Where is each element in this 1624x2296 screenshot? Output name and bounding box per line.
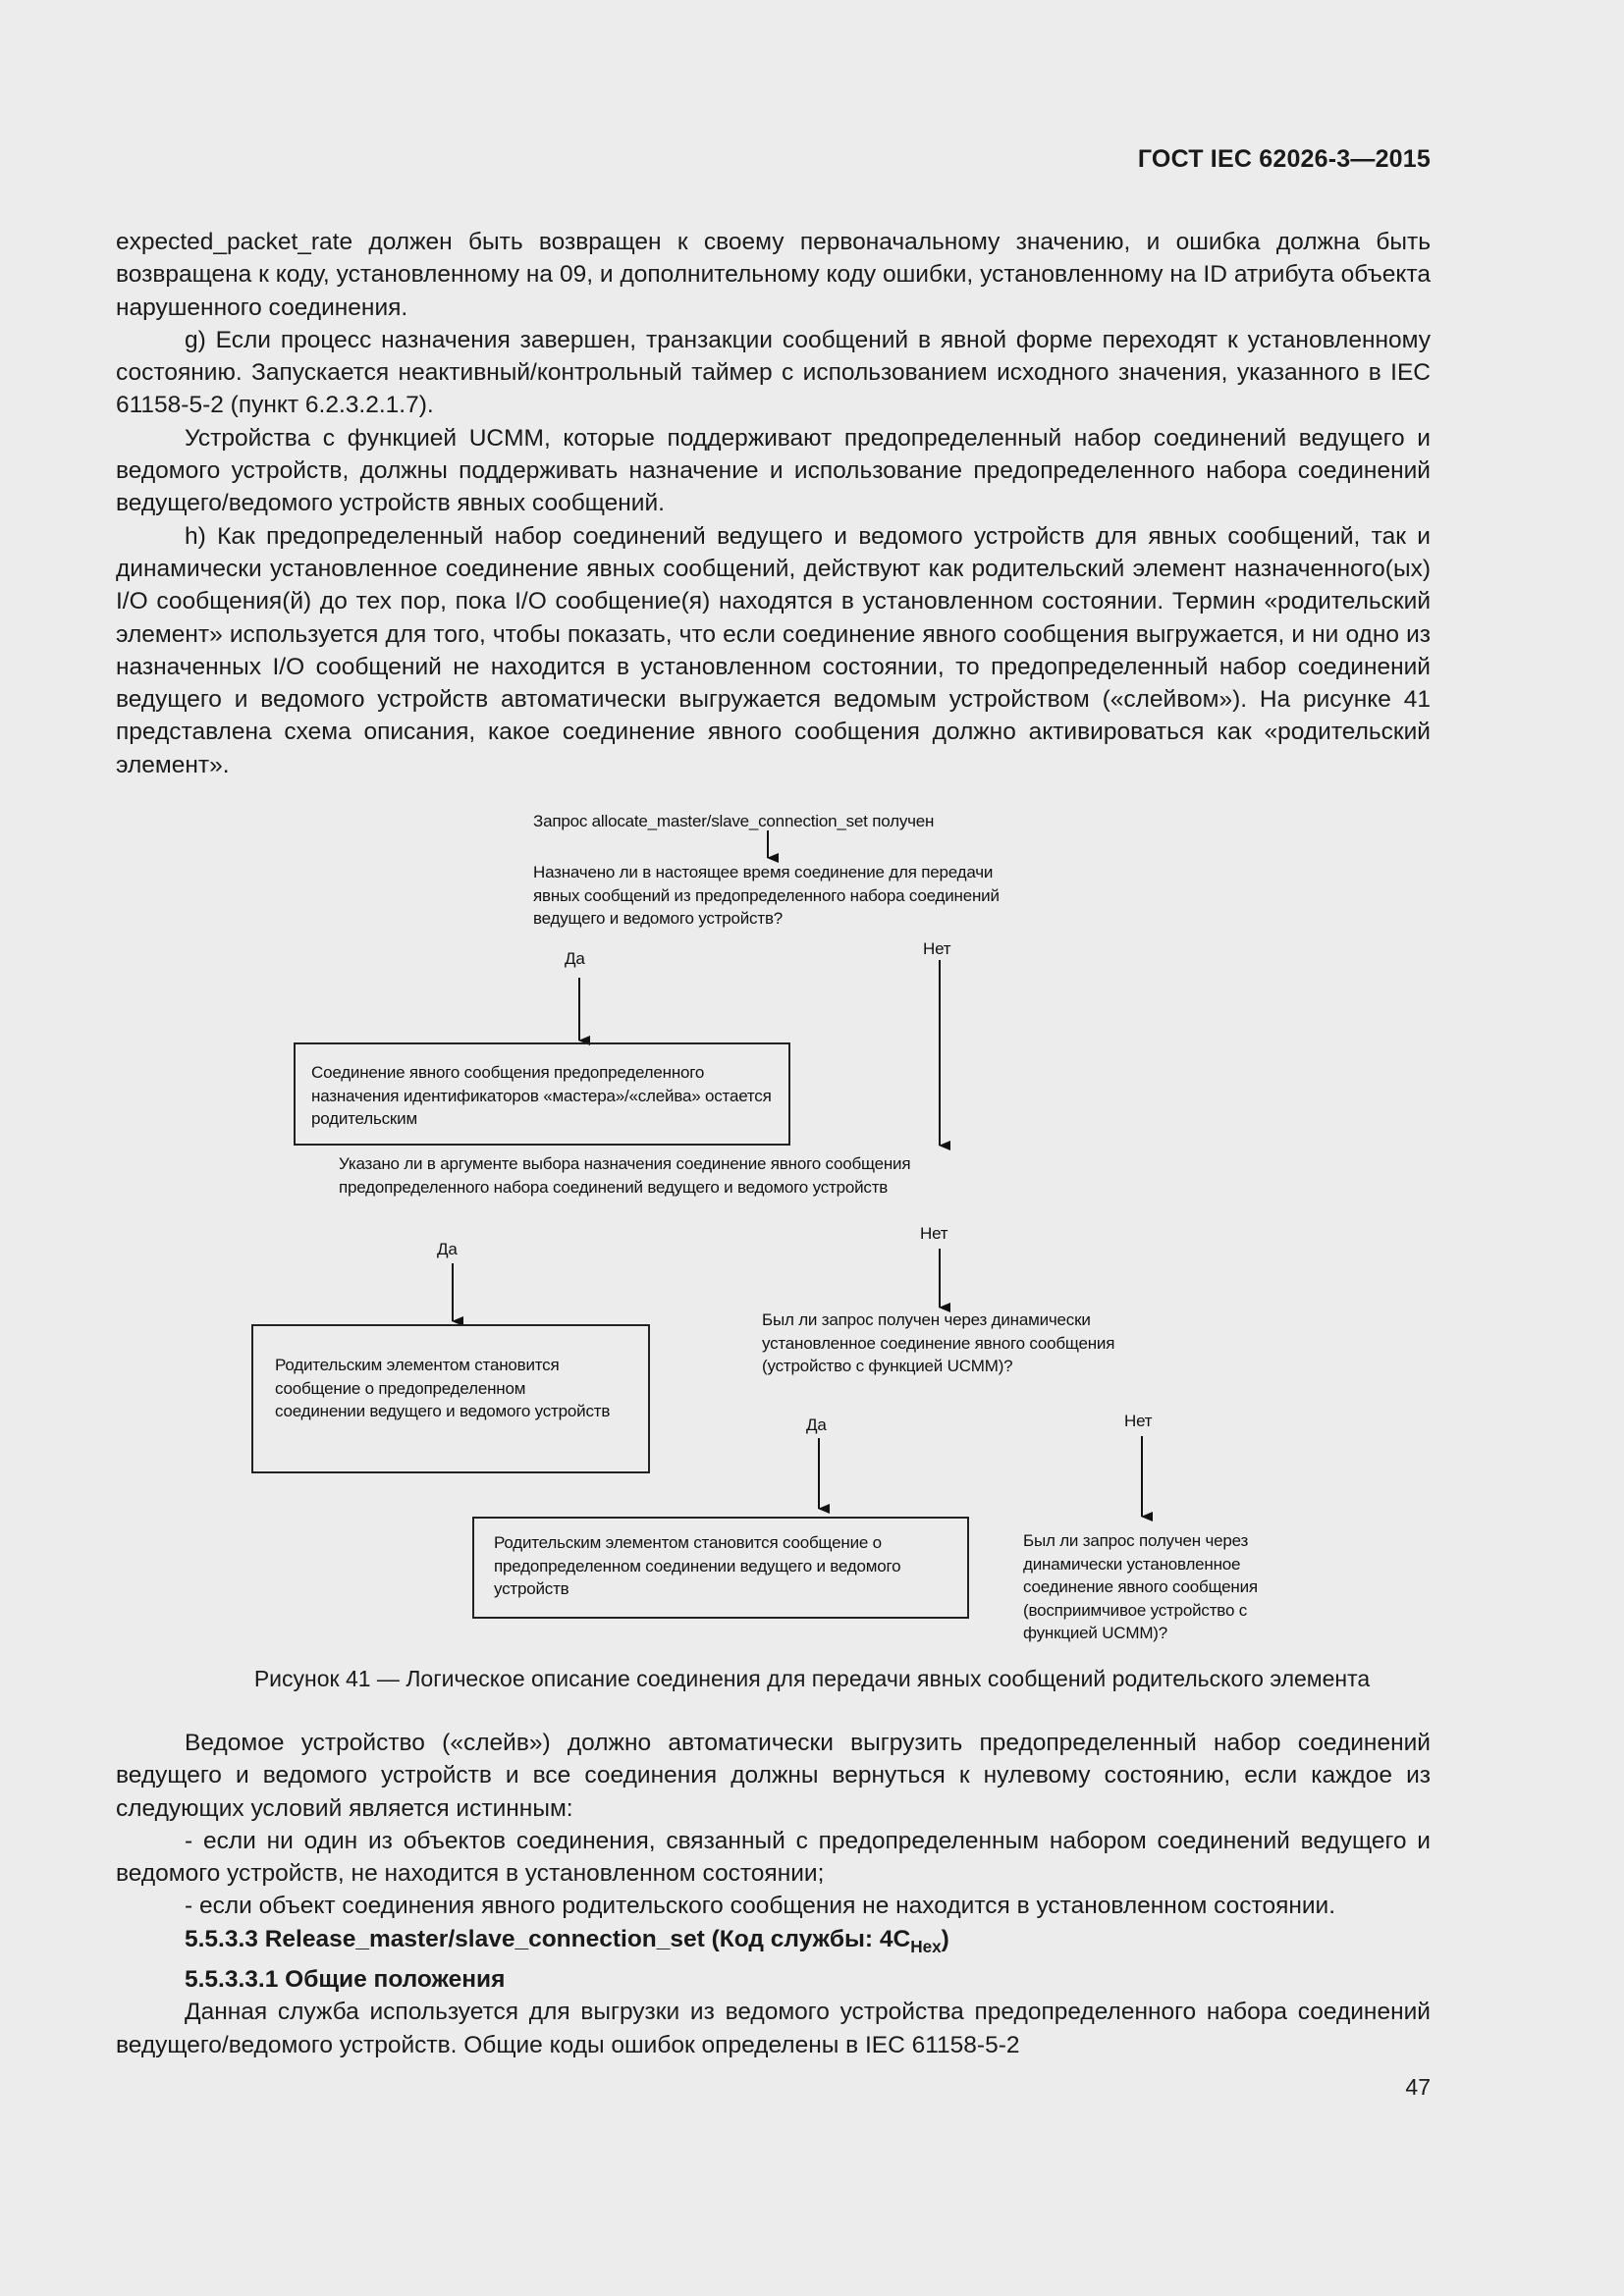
flow-question-1: Назначено ли в настоящее время соединение для передачи явных сообщений из предопределенного набора соединений ведущего и ведомого устройств? — [533, 863, 1000, 928]
paragraph: h) Как предопределенный набор соединений ведущего и ведомого устройств для явных сообщений, так и динамически установленное соединение явных сообщений, действуют как родительский элемент назначенного(ых) I/O сообщения(й) до тех пор, пока I/O сообщение(я) находятся в установленном состоянии. Термин «родительский элемент» используется для того, чтобы показать, что если соединение явного сообщения выгружается, и ни одно из назначенных I/O сообщений не находится в установленном состоянии, то предопределенный набор соединений ведущего и ведомого устройств автоматически выгружается ведомым устройством («слейвом»). На рисунке 41 представлена схема описания, какое соединение явного сообщения должно активироваться как «родительский элемент». — [116, 522, 1431, 778]
section-heading-text: 5.5.3.3 Release_master/slave_connection_set (Код службы: 4C — [185, 1925, 911, 1952]
text-block-bottom — [116, 1727, 1431, 2061]
flow-question-2: Указано ли в аргументе выбора назначения соединение явного сообщения предопределенного набора соединений ведущего и ведомого устройств — [339, 1154, 911, 1197]
paragraph: g) Если процесс назначения завершен, транзакции сообщений в явной форме переходят к установленному состоянию. Запускается неактивный/контрольный таймер с использованием исходного значения, указанного в IEC 61158-5-2 (пункт 6.2.3.2.1.7). — [116, 326, 1431, 419]
flow-box-2-text: Родительским элементом становится сообщение о предопределенном соединении ведущего и ведомого устройств — [275, 1356, 611, 1420]
paragraph: Ведомое устройство («слейв») должно автоматически выгрузить предопределенный набор соединений ведущего и ведомого устройств и все соединения должны вернуться к нулевому состоянию, если каждое из следующих условий является истинным: — [116, 1730, 1431, 1822]
subsection-heading: 5.5.3.3.1 Общие положения — [185, 1966, 506, 1994]
flow-start-label: Запрос allocate_master/slave_connection_set получен — [533, 812, 935, 830]
text-block-top — [116, 226, 1431, 781]
flow-box-1 — [294, 1042, 790, 1146]
flow-yes-label-1: Да — [565, 949, 585, 968]
flow-no-label-3: Нет — [1124, 1412, 1153, 1430]
flow-no-label-1: Нет — [923, 939, 951, 958]
list-item: - если ни один из объектов соединения, связанный с предопределенным набором соединений ведущего и ведомого устройств, не находится в установленном состоянии; — [116, 1827, 1431, 1888]
flow-box-1-text: Соединение явного сообщения предопределенного назначения идентификаторов «мастера»/«слейва» остается родительским — [311, 1063, 772, 1128]
section-heading-subscript: Hex — [910, 1936, 942, 1956]
flow-no-label-2: Нет — [920, 1224, 948, 1243]
section-heading-end: ) — [941, 1925, 949, 1952]
flow-yes-label-2: Да — [437, 1240, 458, 1258]
paragraph: expected_packet_rate должен быть возвращен к своему первоначальному значению, и ошибка должна быть возвращена к коду, установленному на 09, и дополнительному коду ошибки, установленному на ID атрибута объекта нарушенного соединения. — [116, 229, 1431, 321]
figure-caption: Рисунок 41 — Логическое описание соединения для передачи явных сообщений родительского элемента — [253, 1666, 1371, 1691]
flow-box-3-text: Родительским элементом становится сообщение о предопределенном соединении ведущего и ведомого устройств — [494, 1533, 901, 1598]
page-number: 47 — [1405, 2074, 1431, 2100]
flow-question-4: Был ли запрос получен через динамически установленное соединение явного сообщения (восприимчивое устройство с функцией UCMM)? — [1023, 1531, 1258, 1642]
flow-box-2 — [251, 1324, 650, 1473]
flow-box-3 — [472, 1517, 969, 1619]
document-header: ГОСТ IEC 62026-3—2015 — [1137, 145, 1431, 173]
paragraph: Устройства с функцией UCMM, которые поддерживают предопределенный набор соединений ведущего и ведомого устройств, должны поддерживать назначение и использование предопределенного набора соединений ведущего/ведомого устройств явных сообщений. — [116, 424, 1431, 517]
section-heading — [116, 1923, 1431, 1963]
list-item: - если объект соединения явного родительского сообщения не находится в установленном состоянии. — [185, 1893, 1336, 1920]
flow-yes-label-3: Да — [806, 1415, 827, 1434]
flow-question-3: Был ли запрос получен через динамически установленное соединение явного сообщения (устройство с функцией UCMM)? — [762, 1310, 1115, 1375]
paragraph: Данная служба используется для выгрузки из ведомого устройства предопределенного набора соединений ведущего/ведомого устройств. Общие коды ошибок определены в IEC 61158-5-2 — [116, 1999, 1431, 2058]
